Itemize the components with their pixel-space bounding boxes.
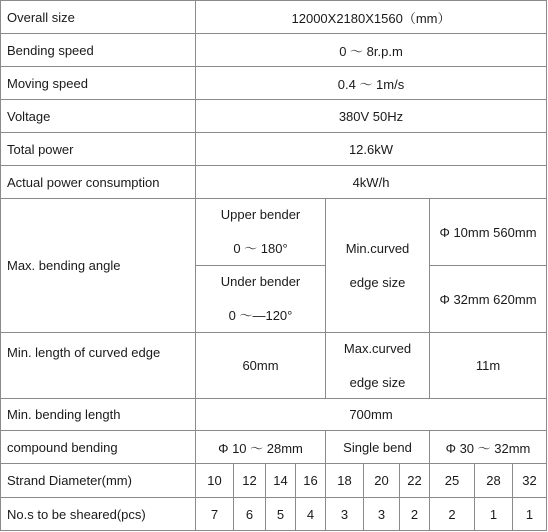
sheared-cell: 6 [233, 497, 265, 531]
upper-bender-title: Upper bender [220, 207, 301, 222]
voltage-value: 380V 50Hz [195, 99, 547, 132]
min-curved-dia-32: Φ 32mm 620mm [429, 265, 547, 332]
overall-size-label: Overall size [0, 0, 195, 33]
min-curved-line1: Min.curved [345, 240, 410, 256]
sheared-cell: 3 [325, 497, 363, 531]
total-power-value: 12.6kW [195, 132, 547, 165]
sheared-count-label: No.s to be sheared(pcs) [0, 497, 195, 531]
moving-speed-value: 0.4 ～ 1m/s [195, 66, 547, 99]
bending-speed-label: Bending speed [0, 33, 195, 66]
single-bend-range: Φ 30 ～ 32mm [429, 430, 547, 463]
max-curved-line1: Max.curved [343, 340, 412, 356]
sheared-cell: 7 [195, 497, 233, 531]
min-curved-edge-cell [325, 198, 429, 332]
strand-diameter-label: Strand Diameter(mm) [0, 463, 195, 497]
max-curved-edge-value: 11m [429, 332, 547, 398]
min-curved-line2: edge size [349, 274, 406, 290]
min-length-curved-edge-value: 60mm [195, 332, 325, 398]
upper-bender-value: 0 ～ 180° [233, 241, 288, 256]
sheared-cell: 2 [399, 497, 429, 531]
strand-cell: 32 [512, 463, 547, 497]
strand-cell: 14 [265, 463, 295, 497]
min-curved-dia-10: Φ 10mm 560mm [429, 198, 547, 265]
max-bending-angle-label: Max. bending angle [0, 198, 195, 332]
moving-speed-label: Moving speed [0, 66, 195, 99]
strand-cell: 12 [233, 463, 265, 497]
strand-cell: 25 [429, 463, 474, 497]
max-curved-line2: edge size [349, 374, 406, 390]
strand-cell: 22 [399, 463, 429, 497]
single-bend-label: Single bend [325, 430, 429, 463]
max-curved-edge-cell [325, 332, 429, 398]
under-bender-cell [195, 265, 325, 332]
min-bending-length-label: Min. bending length [0, 398, 195, 430]
min-length-curved-edge-label: Min. length of curved edge [0, 332, 195, 398]
compound-bending-label: compound bending [0, 430, 195, 463]
sheared-cell: 5 [265, 497, 295, 531]
sheared-cell: 3 [363, 497, 399, 531]
upper-bender-cell [195, 198, 325, 265]
strand-cell: 18 [325, 463, 363, 497]
under-bender-value: 0 ～—120° [228, 308, 293, 323]
compound-bending-range: Φ 10 ～ 28mm [195, 430, 325, 463]
strand-cell: 28 [474, 463, 512, 497]
sheared-cell: 1 [474, 497, 512, 531]
sheared-cell: 1 [512, 497, 547, 531]
sheared-cell: 4 [295, 497, 325, 531]
actual-power-label: Actual power consumption [0, 165, 195, 198]
voltage-label: Voltage [0, 99, 195, 132]
total-power-label: Total power [0, 132, 195, 165]
overall-size-value: 12000X2180X1560（mm） [195, 0, 547, 33]
strand-cell: 16 [295, 463, 325, 497]
strand-cell: 10 [195, 463, 233, 497]
under-bender-title: Under bender [220, 274, 301, 289]
bending-speed-value: 0 ～ 8r.p.m [195, 33, 547, 66]
min-bending-length-value: 700mm [195, 398, 547, 430]
strand-cell: 20 [363, 463, 399, 497]
sheared-cell: 2 [429, 497, 474, 531]
actual-power-value: 4kW/h [195, 165, 547, 198]
